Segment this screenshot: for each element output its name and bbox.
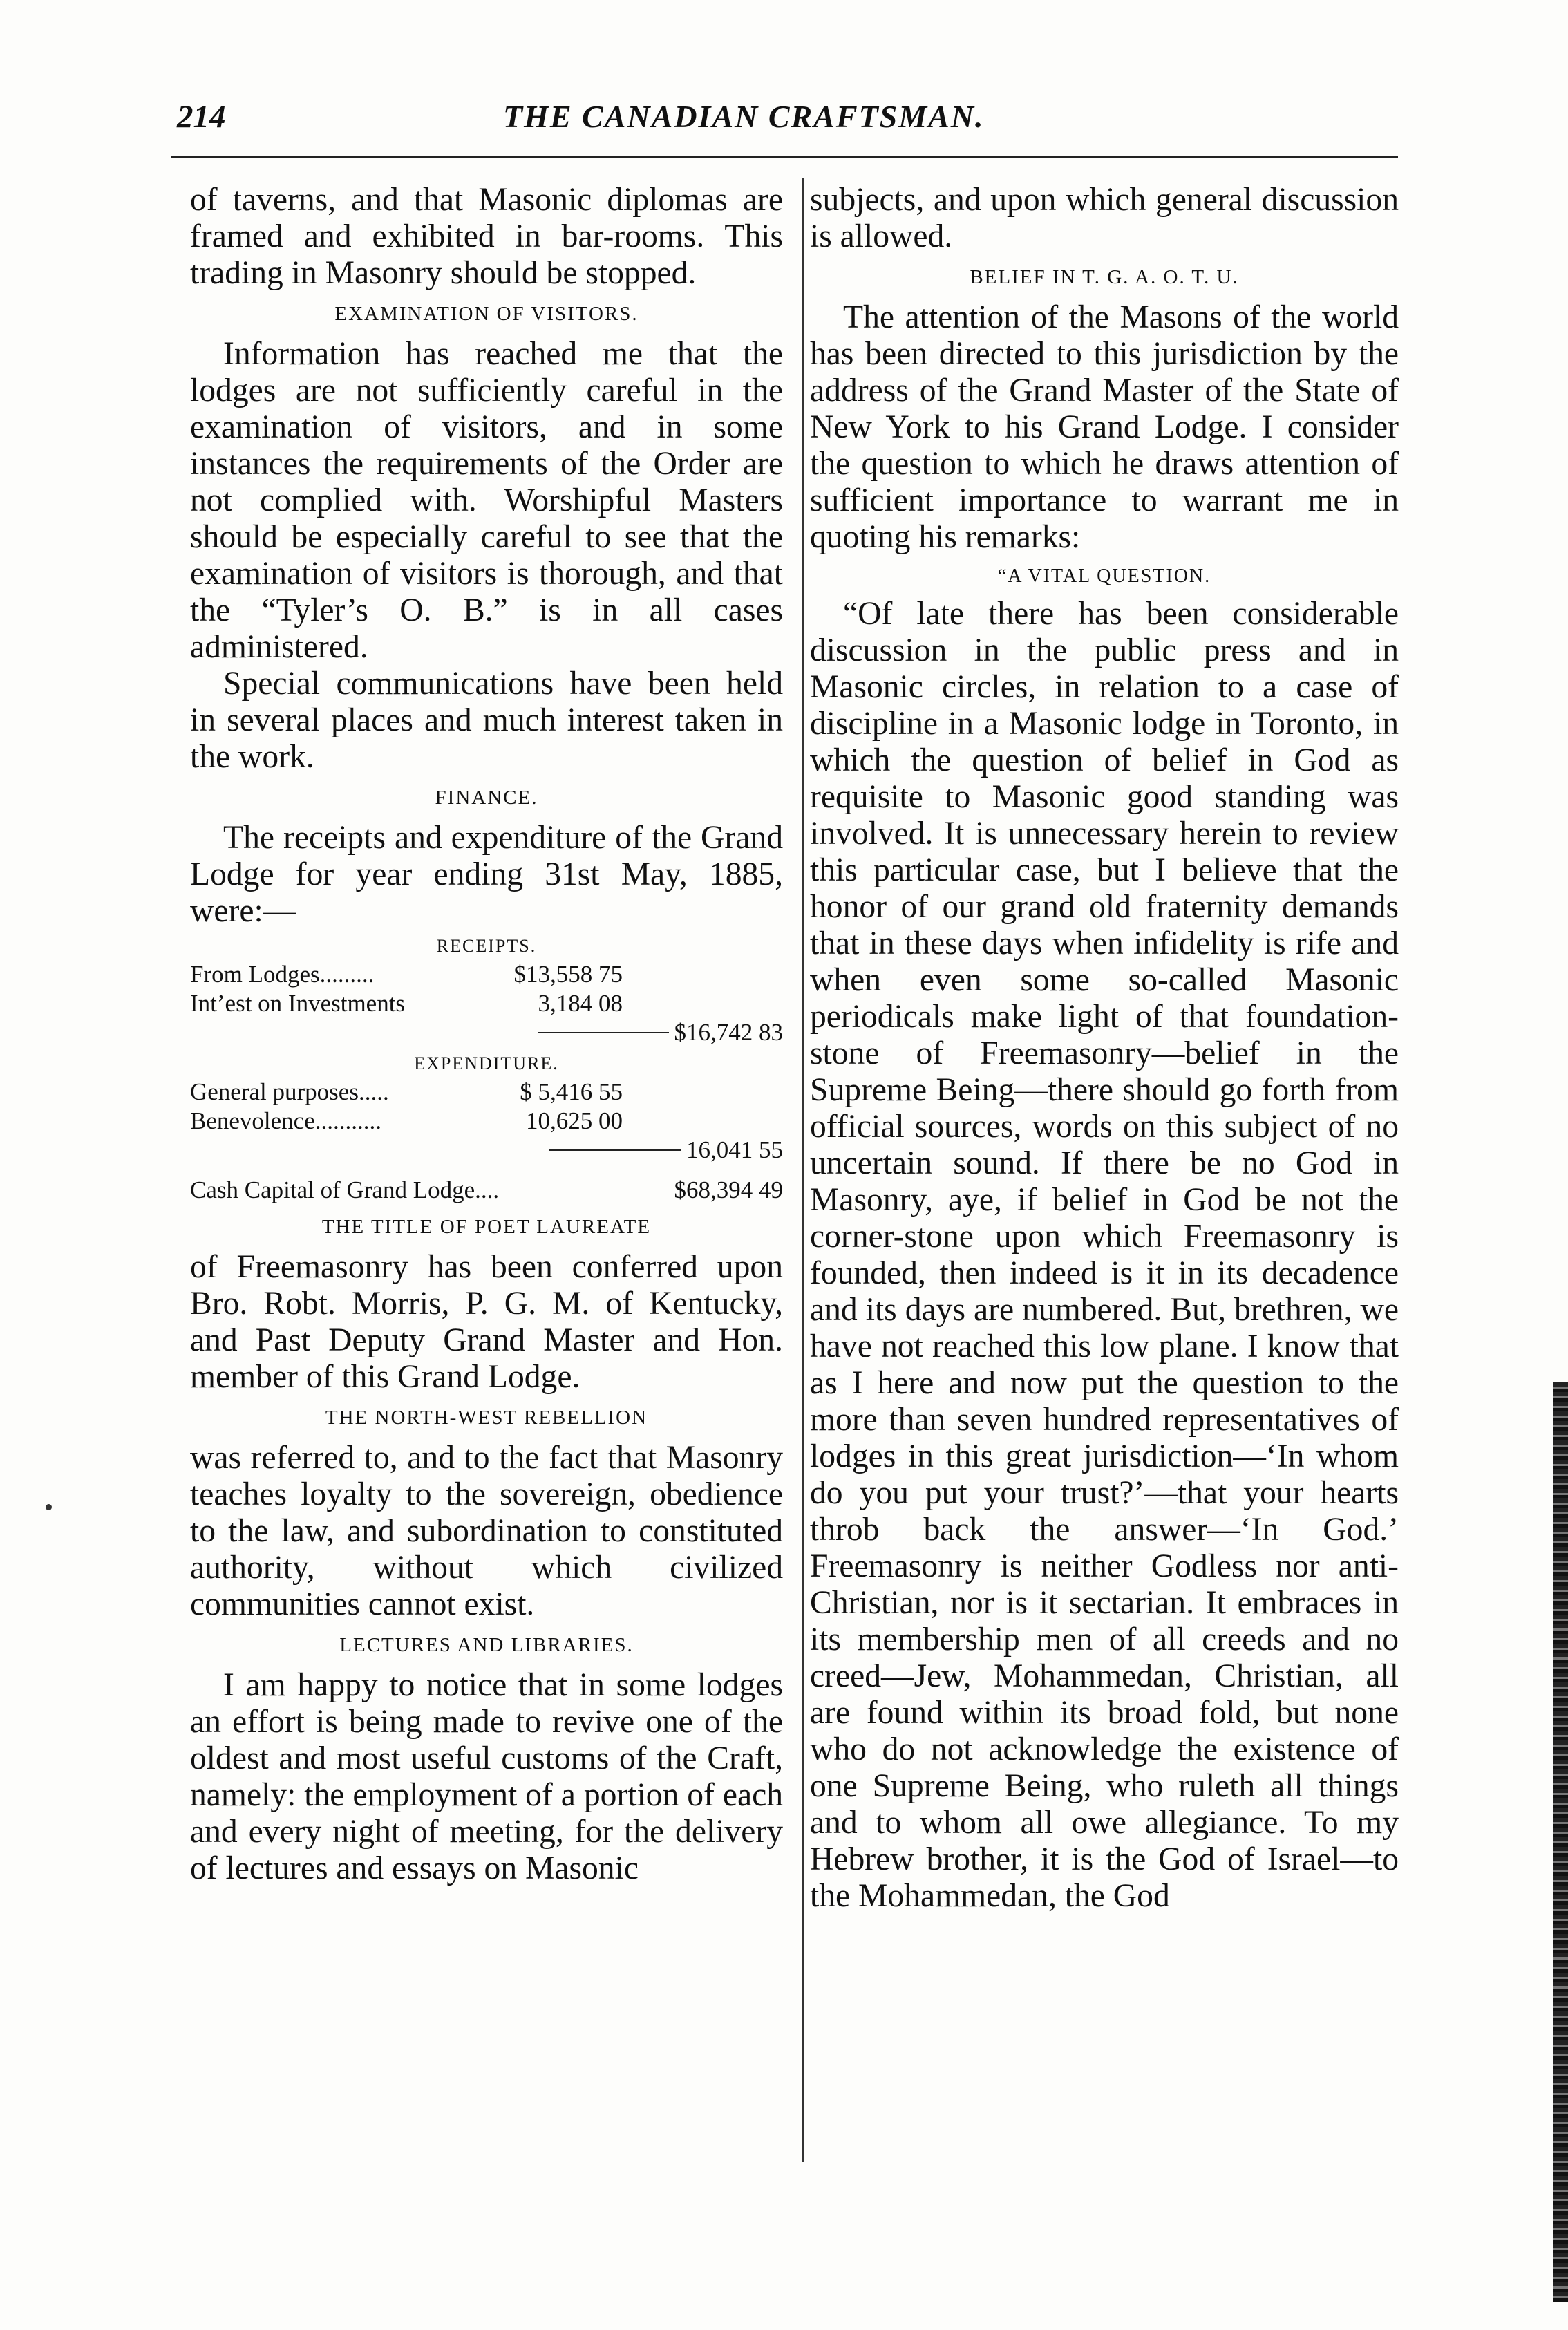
receipt-amount: $13,558 75	[513, 961, 623, 988]
receipts-total-row	[190, 1018, 783, 1047]
heading-vital-question: “A VITAL QUESTION.	[997, 565, 1211, 587]
belief-paragraph: The attention of the Masons of the world has been directed to this jurisdiction by the address of the Grand Master of the State of New York to his Grand Lodge. I consider the question to which he draws attention of sufficient importance to warrant me in quoting his remarks:	[810, 299, 1399, 555]
heading-belief: BELIEF IN T. G. A. O. T. U.	[970, 266, 1239, 288]
heading-poet-laureate: THE TITLE OF POET LAUREATE	[321, 1216, 652, 1238]
column-divider	[802, 178, 804, 2162]
heading-finance: FINANCE.	[435, 787, 538, 809]
right-column	[810, 182, 1399, 1915]
receipts-total: $16,742 83	[674, 1019, 783, 1046]
running-title: THE CANADIAN CRAFTSMAN.	[503, 99, 985, 134]
header-rule	[171, 156, 1398, 158]
receipt-label: Int’est on Investments	[190, 990, 406, 1017]
heading-north-west-rebellion: THE NORTH-WEST REBELLION	[325, 1407, 648, 1429]
receipt-row	[190, 989, 783, 1018]
rebellion-paragraph: was referred to, and to the fact that Masonry teaches loyalty to the sovereign, obedience to the law, and subordination to constituted authority, without which civilized communities cannot exist.	[190, 1440, 783, 1622]
expenditure-label: General purposes.....	[190, 1078, 389, 1105]
lectures-paragraph: I am happy to notice that in some lodges an effort is being made to revive one of the oldest and most useful customs of the Craft, namely: the employment of a portion of each and every night of meeting, for the delivery of lectures and essays on Masonic	[190, 1667, 783, 1886]
poet-laureate-paragraph: of Freemasonry has been conferred upon Bro. Robt. Morris, P. G. M. of Kentucky, and Past Deputy Grand Master and Hon. member of this Grand Lodge.	[190, 1249, 783, 1395]
page-number: 214	[177, 99, 226, 135]
receipt-amount: 3,184 08	[538, 990, 623, 1017]
expenditure-total-row	[190, 1136, 783, 1165]
receipt-label: From Lodges.........	[190, 961, 375, 988]
heading-lectures: LECTURES AND LIBRARIES.	[339, 1634, 634, 1656]
expenditure-row	[190, 1078, 783, 1107]
examination-paragraph: Information has reached me that the lodges are not sufficiently careful in the examination of visitors, and in some instances the requirements of the Order are not complied with. Worshipful Masters should be especially careful to see that the examination of visitors is thorough, and that the “Tyler’s O. B.” is in all cases administered.	[190, 336, 783, 665]
finance-statement	[190, 934, 783, 1205]
continued-paragraph: subjects, and upon which general discussion is allowed.	[810, 182, 1399, 254]
cash-capital-label: Cash Capital of Grand Lodge....	[190, 1176, 500, 1203]
receipt-row	[190, 960, 783, 989]
expenditure-amount: 10,625 00	[526, 1107, 623, 1134]
scan-edge-strip	[1553, 1382, 1568, 2302]
left-column	[190, 182, 783, 1887]
speck-mark	[46, 1504, 52, 1510]
expenditure-heading: EXPENDITURE.	[414, 1053, 559, 1073]
vital-question-paragraph: “Of late there has been considerable discussion in the public press and in Masonic circles, in relation to a case of discipline in a Masonic lodge in Toronto, in which the question of belief in God as requisite to Masonic good standing was involved. It is unnecessary herein to review this particular case, but I believe that the honor of our grand old fraternity demands that in these days when infidelity is rife and when even some so-called Masonic periodicals make light of that foundation-stone of Freemasonry—belief in the Supreme Being—there should go forth from official sources, words on this subject of no uncertain sound. If there be no God in Masonry, aye, if belief in God be not the corner-stone upon which Freemasonry is founded, then indeed is it in its decadence and its days are numbered. But, brethren, we have not reached this low plane. I know that as I here and now put the question to the more than seven hundred representatives of lodges in this great jurisdiction—‘In whom do you put your trust?’—that your hearts throb back the answer—‘In God.’ Freemasonry is neither Godless nor anti-Christian, nor is it sectarian. It embraces in its membership men of all creeds and no creed—Jew, Mohammedan, Christian, all are found within its broad fold, but none who do not acknowledge the existence of one Supreme Being, who ruleth all things and to whom all owe allegiance. To my Hebrew brother, it is the God of Israel—to the Mohammedan, the God	[810, 596, 1399, 1914]
expenditure-row	[190, 1107, 783, 1136]
special-communications-paragraph: Special communications have been held in several places and much interest taken in the work.	[190, 666, 783, 775]
cash-capital-value: $68,394 49	[674, 1176, 783, 1203]
expenditure-label: Benevolence...........	[190, 1107, 381, 1134]
intro-paragraph: of taverns, and that Masonic diplomas are framed and exhibited in bar-rooms. This trading in Masonry should be stopped.	[190, 182, 783, 291]
total-rule	[549, 1149, 681, 1151]
expenditure-total: 16,041 55	[686, 1136, 783, 1163]
finance-paragraph: The receipts and expenditure of the Grand Lodge for year ending 31st May, 1885, were:—	[190, 820, 783, 929]
expenditure-amount: $ 5,416 55	[520, 1078, 623, 1105]
cash-capital-row	[190, 1176, 783, 1205]
receipts-heading: RECEIPTS.	[436, 936, 537, 956]
total-rule	[538, 1032, 669, 1033]
heading-examination: EXAMINATION OF VISITORS.	[334, 303, 639, 325]
